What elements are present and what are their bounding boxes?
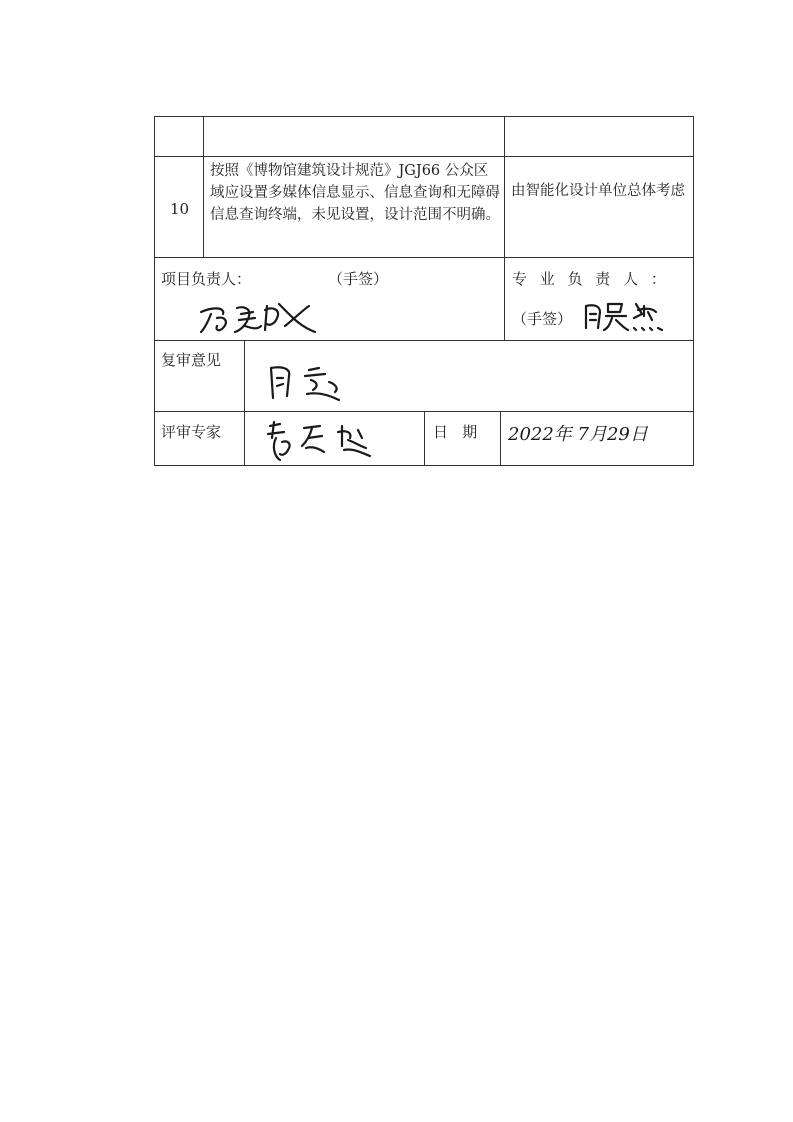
issue-text: 按照《博物馆建筑设计规范》JGJ66 公众区域应设置多媒体信息显示、信息查询和无障碍信息查询终端，未见设置，设计范围不明确。 [210, 163, 500, 223]
expert-signature [262, 416, 382, 476]
specialty-lead-label: 专 业 负 责 人 ： [512, 270, 670, 288]
specialty-lead-sign-hint: （手签） [512, 310, 573, 328]
project-lead-signature [195, 296, 325, 340]
date-value: 2022年 7月29日 [508, 424, 648, 445]
col-divider [500, 411, 501, 466]
col-divider [244, 340, 245, 466]
row-divider [154, 257, 694, 258]
row-divider [154, 156, 694, 157]
table-border-top [154, 116, 694, 117]
row-number: 10 [170, 200, 190, 218]
table-border-left [154, 116, 155, 466]
col-divider [504, 116, 505, 341]
expert-label: 评审专家 [161, 423, 222, 441]
col-divider [424, 411, 425, 466]
project-lead-label: 项目负责人： [161, 270, 252, 288]
col-divider [203, 116, 204, 258]
row-divider [154, 340, 694, 341]
date-label: 日 期 [433, 423, 478, 441]
review-label: 复审意见 [161, 351, 222, 369]
review-signature [265, 360, 361, 404]
table-border-right [693, 116, 694, 466]
response-text: 由智能化设计单位总体考虑 [511, 183, 685, 199]
project-lead-sign-hint: （手签） [328, 270, 389, 288]
specialty-lead-signature [582, 298, 668, 334]
